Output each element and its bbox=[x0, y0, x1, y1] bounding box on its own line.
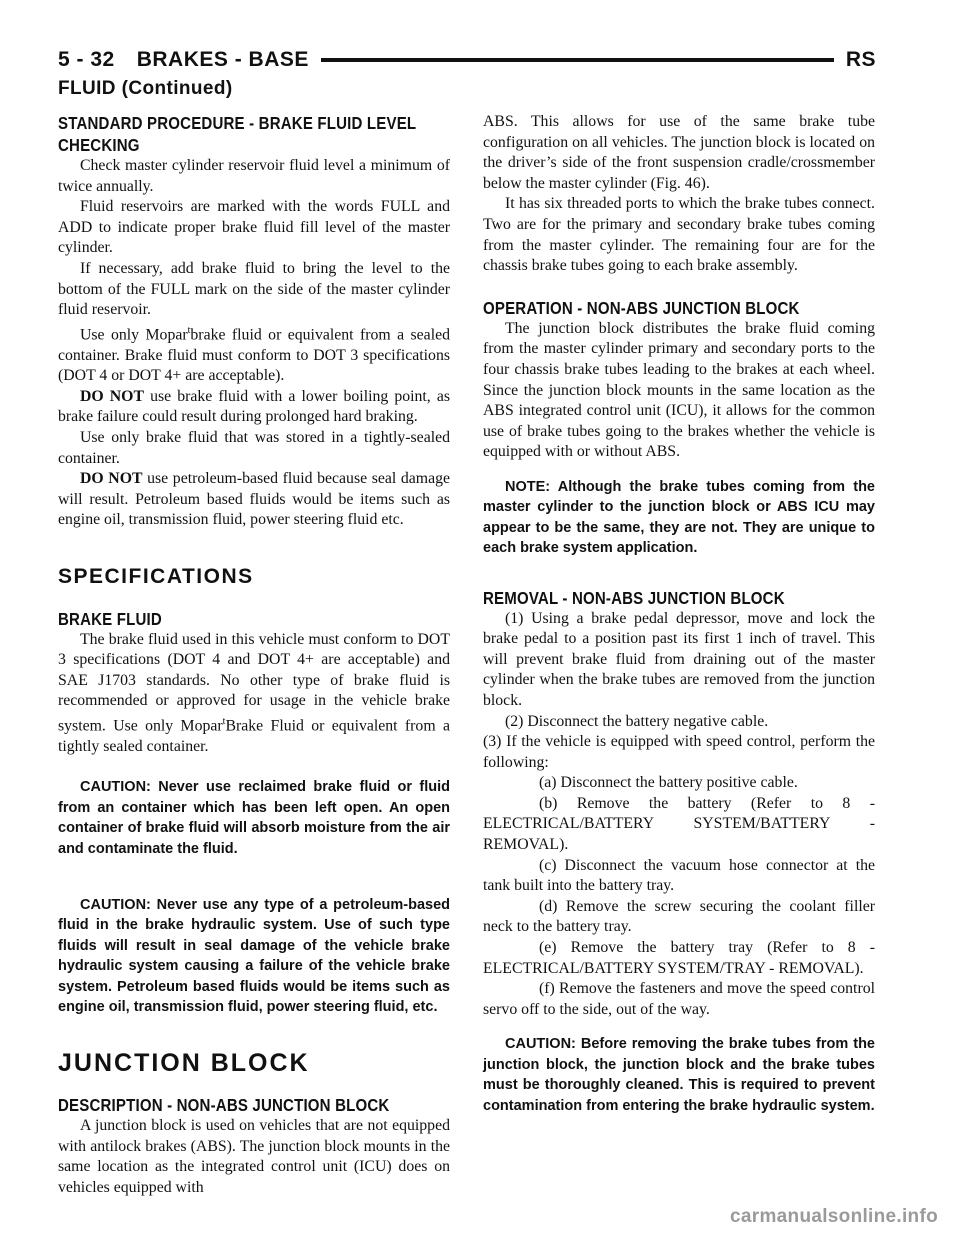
heading-removal: REMOVAL - NON-ABS JUNCTION BLOCK bbox=[483, 587, 785, 608]
paragraph: Check master cylinder reservoir fluid level a minimum of twice annually. bbox=[58, 157, 450, 195]
paragraph: The brake fluid used in this vehicle must conform to DOT 3 specifications (DOT 4 and DOT 4+ are acceptable) and SAE J1703 standards. No other type of brake fluid is recommended or approved for usage in the vehicle brake system. Use only Mopar$^t$Brake Fluid or equivalent from a tightly sealed container. bbox=[58, 630, 450, 755]
trademark-symbol: t bbox=[222, 715, 226, 727]
paragraph: Use only Mopar$^t$brake fluid or equivalent from a sealed container. Brake fluid must conform to DOT 3 specifications (DOT 4 or DOT 4+ are acceptable). bbox=[58, 324, 450, 385]
sub-step: (e) Remove the battery tray (Refer to 8 - ELECTRICAL/BATTERY SYSTEM/TRAY - REMOVAL). bbox=[483, 939, 875, 977]
left-column bbox=[58, 112, 450, 1198]
heading-brake-fluid: BRAKE FLUID bbox=[58, 608, 162, 629]
watermark: carmanualsonline.info bbox=[730, 1206, 938, 1227]
paragraph: Use only brake fluid that was stored in a tightly-sealed container. bbox=[58, 428, 450, 467]
step: (1) Using a brake pedal depressor, move and lock the brake pedal to a position past its first 1 inch of travel. This will prevent brake fluid from draining out of the master cylinder when the brake tubes are removed from the junction block. bbox=[483, 609, 875, 709]
sub-step: (d) Remove the screw securing the coolant filler neck to the battery tray. bbox=[483, 897, 875, 936]
paragraph: If necessary, add brake fluid to bring the level to the bottom of the FULL mark on the side of the master cylinder fluid reservoir. bbox=[58, 259, 450, 319]
note: NOTE: Although the brake tubes coming from the master cylinder to the junction block or ABS ICU may appear to be the same, they are not. They are unique to each brake system application. bbox=[483, 478, 875, 557]
continued-heading: FLUID (Continued) bbox=[58, 78, 233, 99]
paragraph: A junction block is used on vehicles that are not equipped with antilock brakes (ABS). The junction block mounts in the same location as the integrated control unit (ICU) does on vehicles equipped with bbox=[58, 1117, 450, 1196]
right-column bbox=[483, 112, 875, 1116]
do-not-label: DO NOT bbox=[80, 387, 144, 405]
sub-step: (b) Remove the battery (Refer to 8 - ELECTRICAL/BATTERY SYSTEM/BATTERY - REMOVAL). bbox=[483, 794, 875, 854]
caution-note: CAUTION: Never use any type of a petroleum-based fluid in the brake hydraulic system. Use of such type fluids will result in seal damage of the vehicle brake hydraulic system causing a failure of the vehicle brake system. Petroleum based fluids would be items such as engine oil, transmission fluid, power steering fluid, etc. bbox=[58, 897, 450, 1016]
trademark-symbol: t bbox=[187, 324, 191, 336]
paragraph: DO NOT use brake fluid with a lower boiling point, as brake failure could result during prolonged hard braking. bbox=[58, 387, 450, 426]
heading-description: DESCRIPTION - NON-ABS JUNCTION BLOCK bbox=[58, 1095, 390, 1116]
heading-operation: OPERATION - NON-ABS JUNCTION BLOCK bbox=[483, 297, 800, 318]
heading-junction-block: JUNCTION BLOCK bbox=[58, 1049, 310, 1078]
do-not-label: DO NOT bbox=[80, 470, 143, 488]
header-rule bbox=[321, 58, 834, 62]
paragraph: ABS. This allows for use of the same brake tube configuration on all vehicles. The junction block is located on the driver’s side of the front suspension cradle/crossmember below the master cylinder (Fig. 46). bbox=[483, 113, 875, 192]
step: (3) If the vehicle is equipped with speed control, perform the following: bbox=[483, 733, 875, 771]
paragraph: Fluid reservoirs are marked with the words FULL and ADD to indicate proper brake fluid fill level of the master cylinder. bbox=[58, 198, 450, 257]
caution-note: CAUTION: Before removing the brake tubes from the junction block, the junction block and the brake tubes must be thoroughly cleaned. This is required to prevent contamination from entering the brake hydraulic system. bbox=[483, 1036, 875, 1114]
paragraph: The junction block distributes the brake fluid coming from the master cylinder primary and secondary ports to the four chassis brake tubes leading to the brakes at each wheel. Since the junction block mounts in the same location as the ABS integrated control unit (ICU), it allows for the common use of brake tubes going to the brakes whether the vehicle is equipped with or without ABS. bbox=[483, 319, 875, 461]
sub-step: (f) Remove the fasteners and move the speed control servo off to the side, out of the way. bbox=[483, 980, 875, 1018]
page-header bbox=[58, 44, 876, 76]
sub-step: (c) Disconnect the vacuum hose connector at the tank built into the battery tray. bbox=[483, 856, 875, 895]
manual-code: RS bbox=[845, 48, 876, 71]
section-title: BRAKES - BASE bbox=[136, 48, 309, 71]
step: (2) Disconnect the battery negative cable. bbox=[505, 712, 769, 730]
heading-specifications: SPECIFICATIONS bbox=[58, 564, 254, 588]
paragraph: It has six threaded ports to which the brake tubes connect. Two are for the primary and secondary brake tubes coming from the master cylinder. The remaining four are for the chassis brake tubes going to each brake assembly. bbox=[483, 195, 875, 275]
caution-note: CAUTION: Never use reclaimed brake fluid or fluid from an container which has been left open. An open container of brake fluid will absorb moisture from the air and contaminate the fluid. bbox=[58, 779, 450, 857]
page-number: 5 - 32 bbox=[58, 48, 115, 71]
paragraph: DO NOT use petroleum-based fluid because seal damage will result. Petroleum based fluids would be items such as engine oil, transmission fluid, power steering fluid etc. bbox=[58, 470, 450, 529]
heading-standard-procedure: STANDARD PROCEDURE - BRAKE FLUID LEVEL CHECKING bbox=[58, 113, 417, 155]
sub-step: (a) Disconnect the battery positive cable. bbox=[539, 774, 798, 792]
